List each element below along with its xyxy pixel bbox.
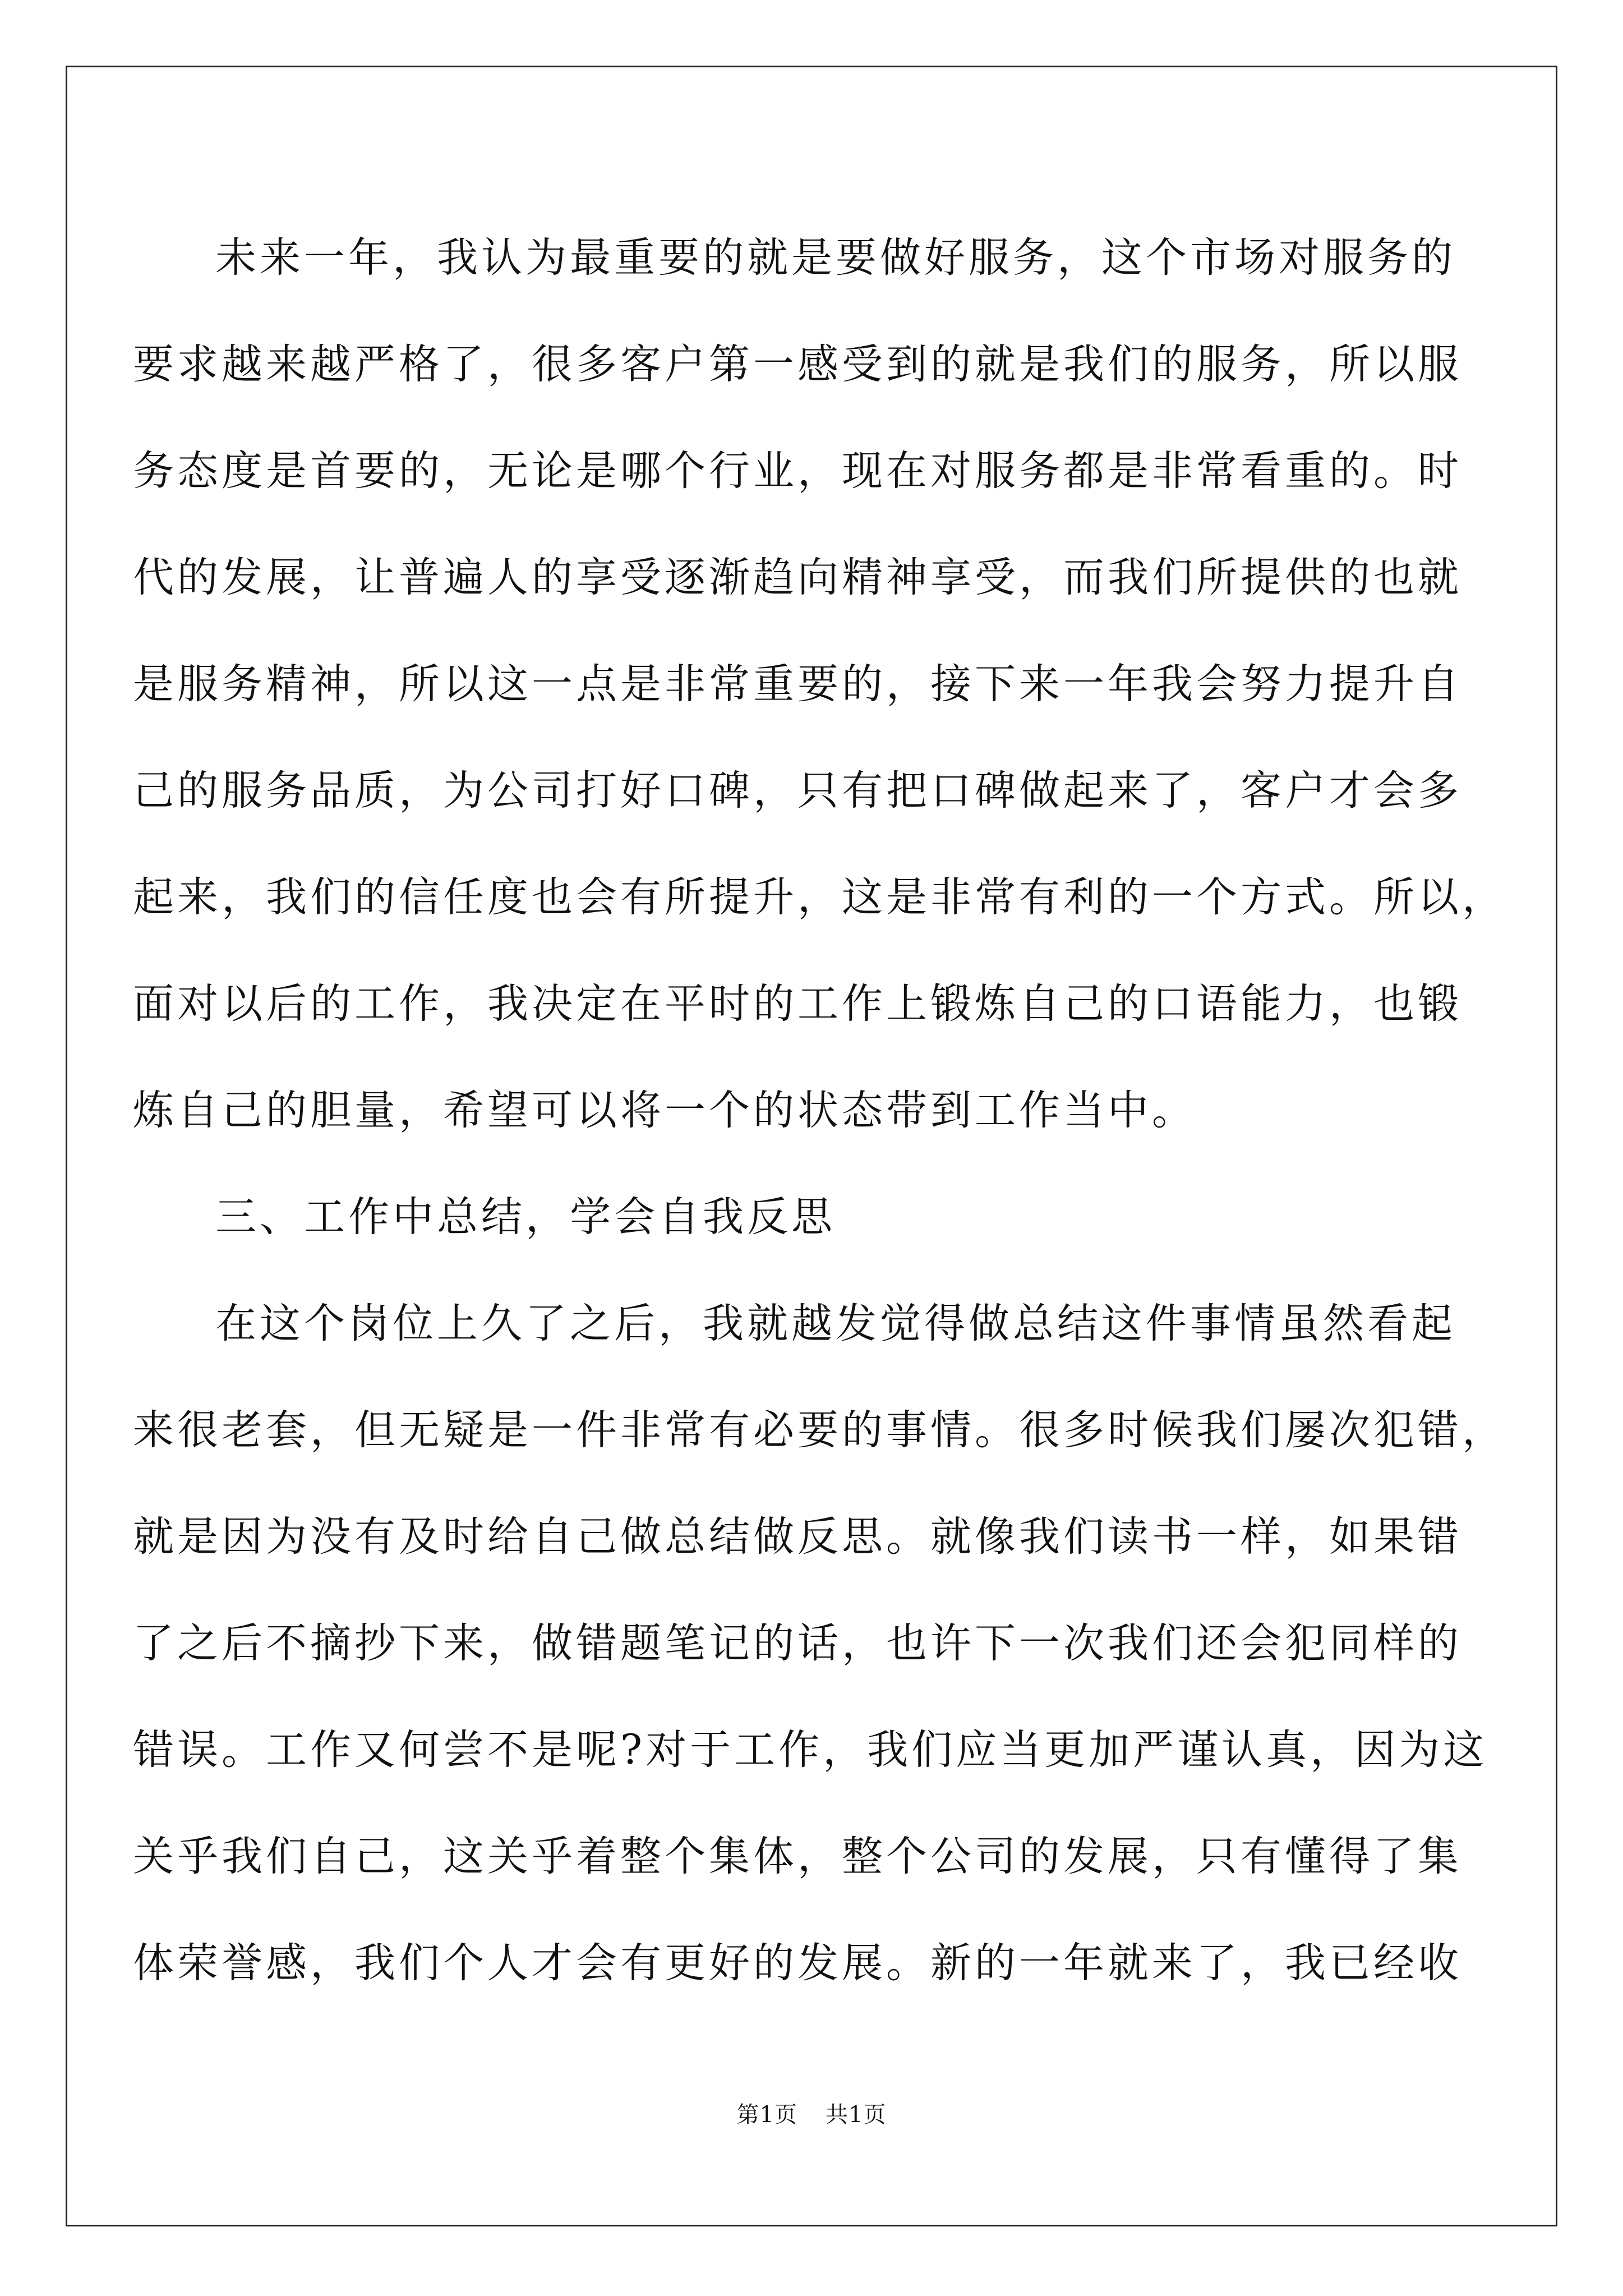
paragraph-line: 代的发展，让普遍人的享受逐渐趋向精神享受，而我们所提供的也就 xyxy=(133,554,1462,601)
section-heading: 三、工作中总结，学会自我反思 xyxy=(215,1193,836,1241)
paragraph-line: 就是因为没有及时给自己做总结做反思。就像我们读书一样，如果错 xyxy=(133,1513,1462,1561)
paragraph-line: 面对以后的工作，我决定在平时的工作上锻炼自己的口语能力，也锻 xyxy=(133,980,1462,1028)
paragraph-line: 体荣誉感，我们个人才会有更好的发展。新的一年就来了，我已经收 xyxy=(133,1939,1462,1987)
paragraph-line: 要求越来越严格了，很多客户第一感受到的就是我们的服务，所以服 xyxy=(133,341,1462,388)
paragraph-line: 错误。工作又何尝不是呢?对于工作，我们应当更加严谨认真，因为这 xyxy=(133,1726,1488,1774)
paragraph-line: 在这个岗位上久了之后，我就越发觉得做总结这件事情虽然看起 xyxy=(215,1300,1456,1347)
page-footer xyxy=(0,2097,1623,2129)
paragraph-line: 是服务精神，所以这一点是非常重要的，接下来一年我会努力提升自 xyxy=(133,660,1462,708)
paragraph-line: 起来，我们的信任度也会有所提升，这是非常有利的一个方式。所以， xyxy=(133,873,1506,921)
paragraph-line: 未来一年，我认为最重要的就是要做好服务，这个市场对服务的 xyxy=(215,234,1456,282)
page-total: 共1页 xyxy=(826,2102,887,2128)
paragraph-line: 关乎我们自己，这关乎着整个集体，整个公司的发展，只有懂得了集 xyxy=(133,1833,1462,1880)
paragraph-line: 己的服务品质，为公司打好口碑，只有把口碑做起来了，客户才会多 xyxy=(133,767,1462,815)
paragraph-line: 了之后不摘抄下来，做错题笔记的话，也许下一次我们还会犯同样的 xyxy=(133,1619,1462,1667)
paragraph-line: 炼自己的胆量，希望可以将一个的状态带到工作当中。 xyxy=(133,1087,1196,1134)
paragraph-line: 来很老套，但无疑是一件非常有必要的事情。很多时候我们屡次犯错， xyxy=(133,1406,1506,1454)
document-body xyxy=(133,205,1535,2017)
paragraph-line: 务态度是首要的，无论是哪个行业，现在对服务都是非常看重的。时 xyxy=(133,447,1462,495)
page-number: 第1页 xyxy=(736,2102,797,2128)
